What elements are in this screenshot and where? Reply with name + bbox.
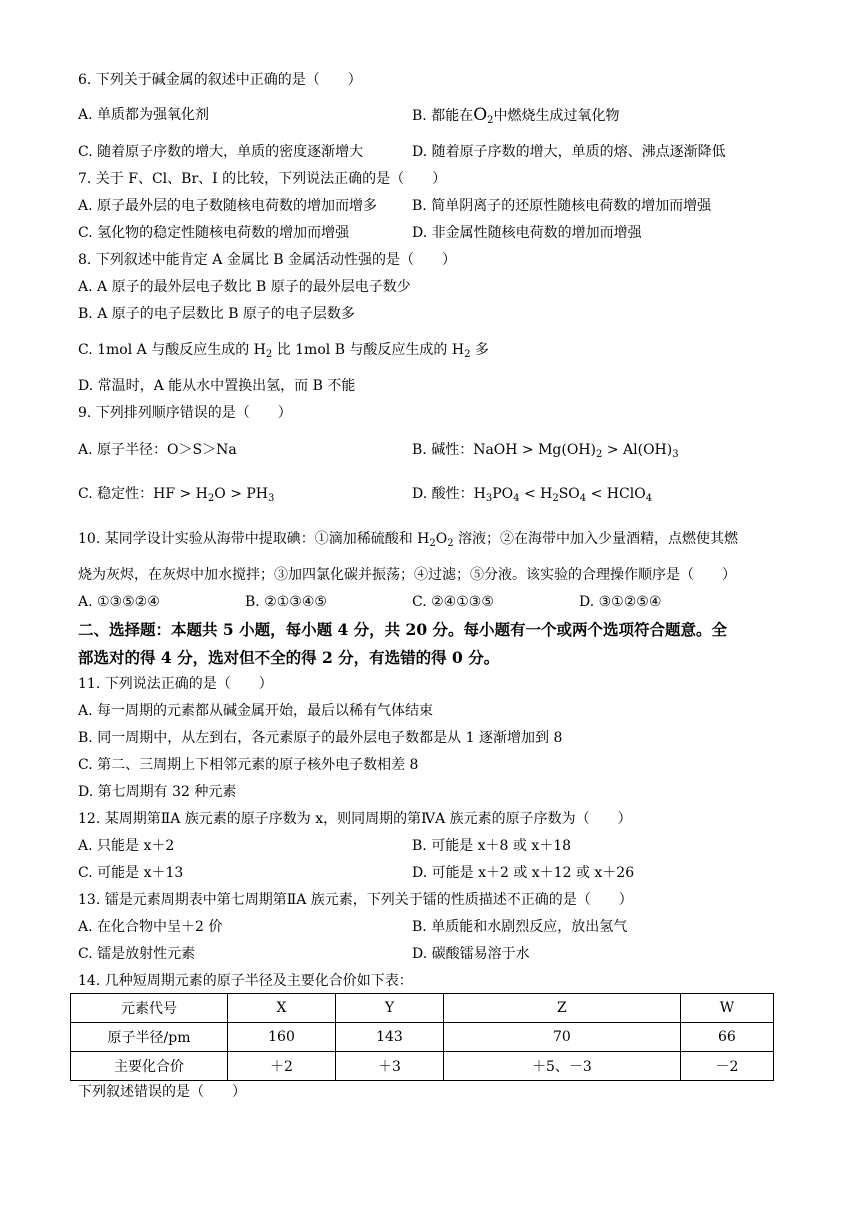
q7-option-d: D. 非金属性随核电荷数的增加而增强 xyxy=(412,225,642,241)
q7-option-b: B. 简单阴离子的还原性随核电荷数的增加而增强 xyxy=(412,198,712,214)
q9-option-a: A. 原子半径：O＞S＞Na xyxy=(78,442,237,458)
question-8-stem: 8. 下列叙述中能肯定 A 金属比 B 金属活动性强的是（ ） xyxy=(78,252,457,268)
table-row xyxy=(71,1052,774,1081)
q13-option-c: C. 镭是放射性元素 xyxy=(78,946,196,962)
table-cell: W xyxy=(680,994,773,1023)
q10-option-a: A. ①③⑤②④ xyxy=(78,594,160,610)
q6-option-d: D. 随着原子序数的增大，单质的熔、沸点逐渐降低 xyxy=(412,144,726,160)
q11-option-a: A. 每一周期的元素都从碱金属开始，最后以稀有气体结束 xyxy=(78,703,434,719)
section-2-heading-line1: 二、选择题：本题共 5 小题，每小题 4 分，共 20 分。每小题有一个或两个选项符合题意。全 xyxy=(78,620,728,639)
table-cell: 160 xyxy=(228,1023,336,1052)
table-cell: ＋5、－3 xyxy=(443,1052,680,1081)
q11-option-c: C. 第二、三周期上下相邻元素的原子核外电子数相差 8 xyxy=(78,757,419,773)
table-cell: ＋2 xyxy=(228,1052,336,1081)
q9-option-d: D. 酸性：$H_3PO_4 < H_2SO_4$ < HClO$_4$ xyxy=(412,486,653,504)
q6-option-c: C. 随着原子序数的增大，单质的密度逐渐增大 xyxy=(78,144,364,160)
q11-option-d: D. 第七周期有 32 种元素 xyxy=(78,784,237,800)
question-12-stem: 12. 某周期第ⅡA 族元素的原子序数为 x，则同周期的第ⅣA 族元素的原子序数为（ ） xyxy=(78,811,632,827)
table-cell: 主要化合价 xyxy=(71,1052,228,1081)
element-properties-table xyxy=(70,993,774,1081)
q13-option-a: A. 在化合物中呈＋2 价 xyxy=(78,919,223,935)
question-14-prompt: 下列叙述错误的是（ ） xyxy=(78,1084,246,1100)
q6-option-b: B. 都能在$O_2$中燃烧生成过氧化物 xyxy=(412,105,620,126)
question-11-stem: 11. 下列说法正确的是（ ） xyxy=(78,676,273,692)
q12-option-b: B. 可能是 x＋8 或 x＋18 xyxy=(412,838,572,854)
question-10-line1: 10. 某同学设计实验从海带中提取碘：①滴加稀硫酸和 $H_2O_2$ 溶液；②在海带中加入少量酒精，点燃使其燃 xyxy=(78,531,739,549)
q7-option-c: C. 氢化物的稳定性随核电荷数的增加而增强 xyxy=(78,225,350,241)
table-cell: －2 xyxy=(680,1052,773,1081)
q11-option-b: B. 同一周期中，从左到右，各元素原子的最外层电子数都是从 1 逐渐增加到 8 xyxy=(78,730,563,746)
question-14-stem: 14. 几种短周期元素的原子半径及主要化合价如下表： xyxy=(78,973,413,989)
table-cell: 66 xyxy=(680,1023,773,1052)
q8-option-b: B. A 原子的电子层数比 B 原子的电子层数多 xyxy=(78,306,355,322)
q8-option-a: A. A 原子的最外层电子数比 B 原子的最外层电子数少 xyxy=(78,279,411,295)
q9-option-c: C. 稳定性：HF > $H_2O > PH_3$ xyxy=(78,486,275,504)
section-2-heading-line2: 部选对的得 4 分，选对但不全的得 2 分，有选错的得 0 分。 xyxy=(78,648,500,667)
question-10-line2: 烧为灰烬，在灰烬中加水搅拌；③加四氯化碳并振荡；④过滤；⑤分液。该实验的合理操作顺序是（ ） xyxy=(78,567,736,583)
q10-option-d: D. ③①②⑤④ xyxy=(579,594,662,610)
question-6-stem: 6. 下列关于碱金属的叙述中正确的是（ ） xyxy=(78,72,362,88)
question-9-stem: 9. 下列排列顺序错误的是（ ） xyxy=(78,405,292,421)
q12-option-d: D. 可能是 x＋2 或 x＋12 或 x＋26 xyxy=(412,865,635,881)
table-cell: ＋3 xyxy=(335,1052,443,1081)
q12-option-a: A. 只能是 x＋2 xyxy=(78,838,175,854)
q8-option-c: C. 1mol A 与酸反应生成的 $H_2$ 比 1mol B 与酸反应生成的 $H_2$ 多 xyxy=(78,342,489,360)
q13-option-b: B. 单质能和水剧烈反应，放出氢气 xyxy=(412,919,628,935)
question-7-stem: 7. 关于 F、Cl、Br、I 的比较，下列说法正确的是（ ） xyxy=(78,171,447,187)
q10-option-b: B. ②①③④⑤ xyxy=(245,594,327,610)
table-cell: Y xyxy=(335,994,443,1023)
table-cell: X xyxy=(228,994,336,1023)
question-13-stem: 13. 镭是元素周期表中第七周期第ⅡA 族元素，下列关于镭的性质描述不正确的是（ ） xyxy=(78,892,633,908)
table-cell: 原子半径/pm xyxy=(71,1023,228,1052)
q10-option-c: C. ②④①③⑤ xyxy=(412,594,494,610)
table-cell: Z xyxy=(443,994,680,1023)
q8-option-d: D. 常温时，A 能从水中置换出氢，而 B 不能 xyxy=(78,378,356,394)
table-cell: 70 xyxy=(443,1023,680,1052)
table-cell: 元素代号 xyxy=(71,994,228,1023)
table-row xyxy=(71,994,774,1023)
q9-option-b: B. 碱性：NaOH > $Mg(OH)_2 > Al(OH)_3$ xyxy=(412,442,679,460)
q6-option-a: A. 单质都为强氧化剂 xyxy=(78,107,210,123)
q13-option-d: D. 碳酸镭易溶于水 xyxy=(412,946,530,962)
table-cell: 143 xyxy=(335,1023,443,1052)
q7-option-a: A. 原子最外层的电子数随核电荷数的增加而增多 xyxy=(78,198,378,214)
table-row xyxy=(71,1023,774,1052)
q12-option-c: C. 可能是 x＋13 xyxy=(78,865,184,881)
